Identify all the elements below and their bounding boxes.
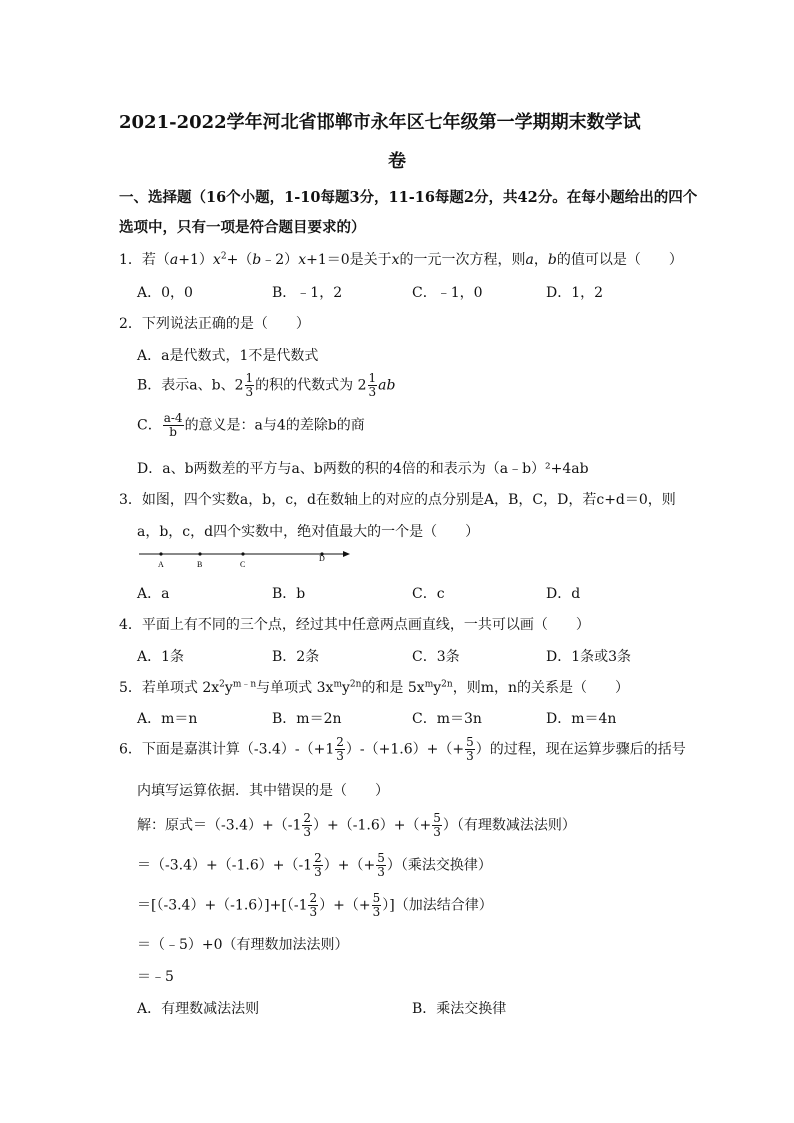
q3-option-a: A．a xyxy=(137,586,170,602)
q2-option-b: B．表示a、b、2 $\frac{1}{3}$ 的积的代数式为 2 $\frac{1}{3}$ ab xyxy=(137,371,396,399)
question-6-stem: 6．下面是嘉淇计算（-3.4）-（+1 $\frac{2}{3}$ ）-（+1.6）+（+ $\frac{5}{3}$ ）的过程，现在运算步骤后的括号 xyxy=(119,735,686,763)
q2-option-a: A．a是代数式，1不是代数式 xyxy=(137,348,319,364)
q6-option-a: A．有理数减法法则 xyxy=(137,1001,260,1017)
question-4-stem: 4．平面上有不同的三个点，经过其中任意两点画直线，一共可以画（ ） xyxy=(119,617,590,633)
q5-option-c: C．m＝3n xyxy=(412,711,482,727)
point-a-dot xyxy=(159,552,162,555)
point-a-label: A xyxy=(158,560,164,569)
q4-option-c: C．3条 xyxy=(412,649,460,665)
question-5-stem: 5．若单项式 $2x^2y^{m﹣n}$与单项式 $3x^my^{2n}$的和是 $5x^my^{2n}$，则m，n的关系是（ ） xyxy=(119,679,629,696)
q4-option-d: D．1条或3条 xyxy=(546,649,632,665)
page-title: 2021-2022学年河北省邯郸市永年区七年级第一学期期末数学试 xyxy=(119,112,641,133)
q1-option-a: A．0，0 xyxy=(137,285,193,301)
q3-option-b: B．b xyxy=(272,586,306,602)
q5-option-a: A．m＝n xyxy=(137,711,198,727)
section-header: 一、选择题（16个小题，1-10每题3分，11-16每题2分，共42分。在每小题给出的四个 xyxy=(119,189,698,206)
q2-option-c: C． $\frac{a-4}{b}$ 的意义是：a与4的差除b的商 xyxy=(137,411,365,439)
q6-step-5: ＝﹣5 xyxy=(137,969,174,985)
question-1-stem: 1．若$(a+1)x^2+(b﹣2)x+1=0$是关于x的一元一次方程，则a，b的值可以是（ ） xyxy=(119,251,683,268)
question-6-stem-cont: 内填写运算依据．其中错误的是（ ） xyxy=(137,783,389,799)
q6-step-1: 解：原式＝（-3.4）+（-1 $\frac{2}{3}$ ）+（-1.6）+（+ $\frac{5}{3}$ ）（有理数减法法则） xyxy=(137,811,576,839)
q6-option-b: B．乘法交换律 xyxy=(412,1001,507,1017)
page-title-cont: 卷 xyxy=(388,151,406,172)
q6-step-4: ＝（﹣5）+0（有理数加法法则） xyxy=(137,937,349,953)
point-b-label: B xyxy=(197,560,203,569)
point-c-label: C xyxy=(240,560,246,569)
q2-option-d: D．a、b两数差的平方与a、b两数的积的4倍的和表示为（a﹣b）²+4ab xyxy=(137,461,589,477)
q4-option-a: A．1条 xyxy=(137,649,185,665)
q1-option-c: C．﹣1，0 xyxy=(412,285,483,301)
point-b-dot xyxy=(198,552,201,555)
q3-option-d: D．d xyxy=(546,586,581,602)
q1-option-d: D．1，2 xyxy=(546,285,604,301)
q1-option-b: B．﹣1，2 xyxy=(272,285,343,301)
question-3-stem-cont: a，b，c，d四个实数中，绝对值最大的一个是（ ） xyxy=(137,524,480,540)
q5-option-b: B．m＝2n xyxy=(272,711,342,727)
q3-option-c: C．c xyxy=(412,586,445,602)
q5-option-d: D．m＝4n xyxy=(546,711,617,727)
number-line-figure xyxy=(137,548,352,570)
question-3-stem: 3．如图，四个实数a，b，c，d在数轴上的对应的点分别是A，B，C，D，若c+d＝0，则 xyxy=(119,492,676,508)
q6-step-3: ＝[（-3.4）+（-1.6）]+[（-1 $\frac{2}{3}$ ）+（+ $\frac{5}{3}$ ）]（加法结合律） xyxy=(137,891,493,919)
point-d-label: D xyxy=(319,554,325,563)
section-header-cont: 选项中，只有一项是符合题目要求的） xyxy=(119,219,366,236)
number-line-arrow xyxy=(343,551,350,557)
point-c-dot xyxy=(241,552,244,555)
q4-option-b: B．2条 xyxy=(272,649,320,665)
question-2-stem: 2．下列说法正确的是（ ） xyxy=(119,316,310,332)
q6-step-2: ＝（-3.4）+（-1.6）+（-1 $\frac{2}{3}$ ）+（+ $\frac{5}{3}$ ）（乘法交换律） xyxy=(137,851,492,879)
